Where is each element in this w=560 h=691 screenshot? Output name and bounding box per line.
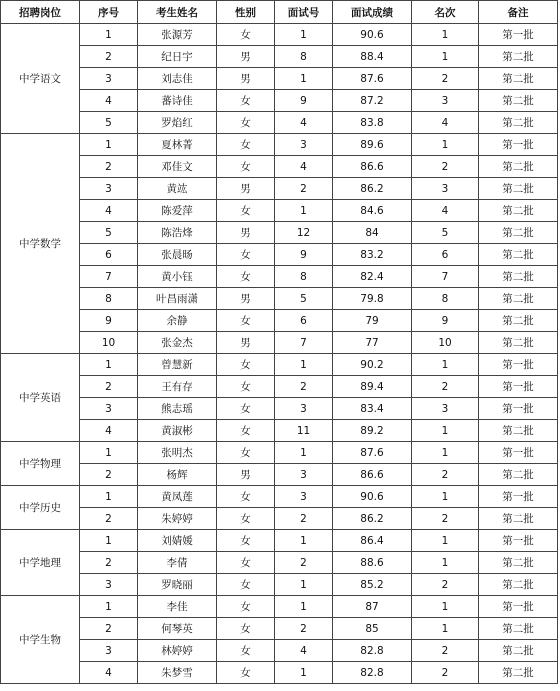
interview-no-cell: 9 [275, 90, 333, 112]
gender-cell: 男 [217, 178, 275, 200]
note-cell: 第二批 [479, 222, 558, 244]
note-cell: 第一批 [479, 596, 558, 618]
note-cell: 第一批 [479, 486, 558, 508]
name-cell: 叶昌雨潇 [138, 288, 217, 310]
name-cell: 刘婧媛 [138, 530, 217, 552]
seq-cell: 1 [80, 596, 138, 618]
score-cell: 86.4 [333, 530, 412, 552]
note-cell: 第二批 [479, 266, 558, 288]
gender-cell: 女 [217, 90, 275, 112]
score-cell: 87.6 [333, 68, 412, 90]
gender-cell: 女 [217, 640, 275, 662]
rank-cell: 6 [412, 244, 479, 266]
header-rank: 名次 [412, 1, 479, 24]
note-cell: 第一批 [479, 530, 558, 552]
seq-cell: 2 [80, 464, 138, 486]
rank-cell: 3 [412, 178, 479, 200]
interview-no-cell: 1 [275, 354, 333, 376]
table-row [1, 508, 558, 530]
table-row [1, 112, 558, 134]
table-row [1, 288, 558, 310]
score-cell: 83.4 [333, 398, 412, 420]
gender-cell: 女 [217, 508, 275, 530]
gender-cell: 女 [217, 134, 275, 156]
note-cell: 第一批 [479, 398, 558, 420]
score-cell: 86.6 [333, 464, 412, 486]
note-cell: 第二批 [479, 574, 558, 596]
header-score: 面试成绩 [333, 1, 412, 24]
score-cell: 90.2 [333, 354, 412, 376]
table-row [1, 156, 558, 178]
table-row [1, 596, 558, 618]
rank-cell: 2 [412, 68, 479, 90]
score-cell: 86.2 [333, 178, 412, 200]
score-cell: 88.4 [333, 46, 412, 68]
score-cell: 83.2 [333, 244, 412, 266]
rank-cell: 4 [412, 112, 479, 134]
interview-no-cell: 2 [275, 508, 333, 530]
seq-cell: 4 [80, 200, 138, 222]
interview-no-cell: 2 [275, 552, 333, 574]
rank-cell: 5 [412, 222, 479, 244]
table-row [1, 486, 558, 508]
table-row [1, 618, 558, 640]
interview-no-cell: 5 [275, 288, 333, 310]
rank-cell: 1 [412, 486, 479, 508]
gender-cell: 女 [217, 530, 275, 552]
interview-no-cell: 1 [275, 662, 333, 684]
table-row [1, 46, 558, 68]
score-cell: 86.6 [333, 156, 412, 178]
name-cell: 黄淑彬 [138, 420, 217, 442]
gender-cell: 女 [217, 200, 275, 222]
seq-cell: 7 [80, 266, 138, 288]
name-cell: 张源芳 [138, 24, 217, 46]
gender-cell: 女 [217, 354, 275, 376]
name-cell: 张金杰 [138, 332, 217, 354]
seq-cell: 1 [80, 24, 138, 46]
table-row [1, 244, 558, 266]
seq-cell: 2 [80, 618, 138, 640]
score-cell: 89.2 [333, 420, 412, 442]
note-cell: 第二批 [479, 244, 558, 266]
rank-cell: 1 [412, 420, 479, 442]
note-cell: 第一批 [479, 442, 558, 464]
score-cell: 89.6 [333, 134, 412, 156]
interview-no-cell: 1 [275, 442, 333, 464]
post-cell: 中学地理 [1, 530, 80, 596]
note-cell: 第二批 [479, 464, 558, 486]
note-cell: 第二批 [479, 640, 558, 662]
note-cell: 第二批 [479, 178, 558, 200]
score-cell: 79.8 [333, 288, 412, 310]
score-cell: 83.8 [333, 112, 412, 134]
rank-cell: 3 [412, 398, 479, 420]
table-row [1, 222, 558, 244]
note-cell: 第二批 [479, 90, 558, 112]
score-cell: 87.2 [333, 90, 412, 112]
interview-no-cell: 3 [275, 486, 333, 508]
note-cell: 第一批 [479, 376, 558, 398]
table-row [1, 266, 558, 288]
name-cell: 朱婷婷 [138, 508, 217, 530]
table-row [1, 552, 558, 574]
score-cell: 90.6 [333, 486, 412, 508]
rank-cell: 10 [412, 332, 479, 354]
name-cell: 黄竑 [138, 178, 217, 200]
table-body [1, 24, 558, 684]
interview-no-cell: 6 [275, 310, 333, 332]
rank-cell: 8 [412, 288, 479, 310]
seq-cell: 1 [80, 530, 138, 552]
interview-no-cell: 11 [275, 420, 333, 442]
header-row [1, 1, 558, 24]
seq-cell: 4 [80, 420, 138, 442]
gender-cell: 女 [217, 442, 275, 464]
post-cell: 中学物理 [1, 442, 80, 486]
gender-cell: 女 [217, 662, 275, 684]
name-cell: 蕃诗佳 [138, 90, 217, 112]
note-cell: 第二批 [479, 156, 558, 178]
name-cell: 张明杰 [138, 442, 217, 464]
seq-cell: 10 [80, 332, 138, 354]
table-row [1, 662, 558, 684]
gender-cell: 女 [217, 398, 275, 420]
note-cell: 第一批 [479, 354, 558, 376]
rank-cell: 1 [412, 530, 479, 552]
score-cell: 90.6 [333, 24, 412, 46]
name-cell: 王有存 [138, 376, 217, 398]
note-cell: 第一批 [479, 24, 558, 46]
name-cell: 黄凤莲 [138, 486, 217, 508]
table-row [1, 442, 558, 464]
gender-cell: 女 [217, 618, 275, 640]
rank-cell: 2 [412, 156, 479, 178]
score-cell: 87 [333, 596, 412, 618]
rank-cell: 1 [412, 552, 479, 574]
rank-cell: 4 [412, 200, 479, 222]
rank-cell: 1 [412, 618, 479, 640]
score-cell: 85.2 [333, 574, 412, 596]
interview-no-cell: 8 [275, 266, 333, 288]
score-cell: 89.4 [333, 376, 412, 398]
table-row [1, 90, 558, 112]
seq-cell: 4 [80, 662, 138, 684]
table-row [1, 398, 558, 420]
rank-cell: 2 [412, 640, 479, 662]
rank-cell: 1 [412, 134, 479, 156]
gender-cell: 男 [217, 464, 275, 486]
rank-cell: 2 [412, 508, 479, 530]
seq-cell: 5 [80, 112, 138, 134]
note-cell: 第二批 [479, 310, 558, 332]
table-row [1, 332, 558, 354]
gender-cell: 女 [217, 266, 275, 288]
name-cell: 邓佳文 [138, 156, 217, 178]
note-cell: 第二批 [479, 200, 558, 222]
interview-no-cell: 9 [275, 244, 333, 266]
score-cell: 86.2 [333, 508, 412, 530]
gender-cell: 男 [217, 222, 275, 244]
name-cell: 何琴英 [138, 618, 217, 640]
seq-cell: 6 [80, 244, 138, 266]
note-cell: 第二批 [479, 508, 558, 530]
interview-no-cell: 1 [275, 530, 333, 552]
note-cell: 第二批 [479, 112, 558, 134]
table-row [1, 420, 558, 442]
score-cell: 84.6 [333, 200, 412, 222]
gender-cell: 女 [217, 552, 275, 574]
seq-cell: 5 [80, 222, 138, 244]
gender-cell: 女 [217, 596, 275, 618]
name-cell: 夏林菁 [138, 134, 217, 156]
seq-cell: 3 [80, 398, 138, 420]
name-cell: 张晨旸 [138, 244, 217, 266]
score-cell: 82.4 [333, 266, 412, 288]
interview-no-cell: 1 [275, 68, 333, 90]
score-cell: 85 [333, 618, 412, 640]
name-cell: 林婷婷 [138, 640, 217, 662]
score-cell: 77 [333, 332, 412, 354]
table-row [1, 134, 558, 156]
interview-no-cell: 2 [275, 178, 333, 200]
interview-no-cell: 1 [275, 200, 333, 222]
interview-no-cell: 8 [275, 46, 333, 68]
post-cell: 中学历史 [1, 486, 80, 530]
seq-cell: 3 [80, 574, 138, 596]
gender-cell: 女 [217, 156, 275, 178]
seq-cell: 2 [80, 376, 138, 398]
note-cell: 第二批 [479, 618, 558, 640]
interview-no-cell: 4 [275, 112, 333, 134]
seq-cell: 2 [80, 156, 138, 178]
rank-cell: 1 [412, 46, 479, 68]
name-cell: 杨辉 [138, 464, 217, 486]
rank-cell: 2 [412, 376, 479, 398]
seq-cell: 3 [80, 68, 138, 90]
score-cell: 82.8 [333, 662, 412, 684]
name-cell: 陈爱萍 [138, 200, 217, 222]
seq-cell: 8 [80, 288, 138, 310]
gender-cell: 女 [217, 244, 275, 266]
rank-cell: 9 [412, 310, 479, 332]
gender-cell: 女 [217, 310, 275, 332]
rank-cell: 1 [412, 596, 479, 618]
table-header [1, 1, 558, 24]
gender-cell: 男 [217, 46, 275, 68]
seq-cell: 1 [80, 442, 138, 464]
note-cell: 第二批 [479, 552, 558, 574]
interview-no-cell: 3 [275, 464, 333, 486]
table-row [1, 464, 558, 486]
gender-cell: 男 [217, 68, 275, 90]
rank-cell: 7 [412, 266, 479, 288]
interview-no-cell: 3 [275, 134, 333, 156]
header-post: 招聘岗位 [1, 1, 80, 24]
header-seq: 序号 [80, 1, 138, 24]
name-cell: 罗晓丽 [138, 574, 217, 596]
interview-no-cell: 1 [275, 574, 333, 596]
rank-cell: 3 [412, 90, 479, 112]
gender-cell: 女 [217, 24, 275, 46]
seq-cell: 1 [80, 486, 138, 508]
note-cell: 第二批 [479, 662, 558, 684]
gender-cell: 女 [217, 574, 275, 596]
name-cell: 熊志瑶 [138, 398, 217, 420]
interview-no-cell: 3 [275, 398, 333, 420]
seq-cell: 1 [80, 134, 138, 156]
gender-cell: 女 [217, 112, 275, 134]
name-cell: 刘志佳 [138, 68, 217, 90]
rank-cell: 1 [412, 24, 479, 46]
seq-cell: 3 [80, 640, 138, 662]
gender-cell: 男 [217, 332, 275, 354]
seq-cell: 1 [80, 354, 138, 376]
interview-no-cell: 1 [275, 596, 333, 618]
name-cell: 李佳 [138, 596, 217, 618]
name-cell: 李倩 [138, 552, 217, 574]
name-cell: 余静 [138, 310, 217, 332]
table-row [1, 24, 558, 46]
header-gender: 性别 [217, 1, 275, 24]
gender-cell: 男 [217, 288, 275, 310]
seq-cell: 2 [80, 46, 138, 68]
gender-cell: 女 [217, 486, 275, 508]
post-cell: 中学数学 [1, 134, 80, 354]
post-cell: 中学英语 [1, 354, 80, 442]
score-cell: 82.8 [333, 640, 412, 662]
table-row [1, 178, 558, 200]
note-cell: 第二批 [479, 420, 558, 442]
seq-cell: 9 [80, 310, 138, 332]
note-cell: 第二批 [479, 46, 558, 68]
name-cell: 曾慧新 [138, 354, 217, 376]
rank-cell: 1 [412, 354, 479, 376]
seq-cell: 3 [80, 178, 138, 200]
name-cell: 纪日宇 [138, 46, 217, 68]
score-cell: 84 [333, 222, 412, 244]
seq-cell: 2 [80, 508, 138, 530]
name-cell: 罗焰红 [138, 112, 217, 134]
rank-cell: 1 [412, 442, 479, 464]
gender-cell: 女 [217, 376, 275, 398]
score-cell: 79 [333, 310, 412, 332]
table-row [1, 640, 558, 662]
name-cell: 黄小钰 [138, 266, 217, 288]
interview-no-cell: 12 [275, 222, 333, 244]
table-row [1, 354, 558, 376]
header-name: 考生姓名 [138, 1, 217, 24]
post-cell: 中学生物 [1, 596, 80, 684]
header-interview-no: 面试号 [275, 1, 333, 24]
rank-cell: 2 [412, 464, 479, 486]
header-note: 备注 [479, 1, 558, 24]
score-cell: 88.6 [333, 552, 412, 574]
interview-no-cell: 4 [275, 640, 333, 662]
table-row [1, 200, 558, 222]
seq-cell: 2 [80, 552, 138, 574]
name-cell: 陈浩烽 [138, 222, 217, 244]
post-cell: 中学语文 [1, 24, 80, 134]
interview-no-cell: 1 [275, 24, 333, 46]
table-row [1, 310, 558, 332]
interview-no-cell: 2 [275, 376, 333, 398]
table-row [1, 574, 558, 596]
table-row [1, 68, 558, 90]
table-row [1, 376, 558, 398]
rank-cell: 2 [412, 574, 479, 596]
note-cell: 第二批 [479, 288, 558, 310]
gender-cell: 女 [217, 420, 275, 442]
interview-no-cell: 4 [275, 156, 333, 178]
score-cell: 87.6 [333, 442, 412, 464]
name-cell: 朱梦雪 [138, 662, 217, 684]
note-cell: 第二批 [479, 68, 558, 90]
interview-no-cell: 7 [275, 332, 333, 354]
seq-cell: 4 [80, 90, 138, 112]
note-cell: 第一批 [479, 134, 558, 156]
note-cell: 第二批 [479, 332, 558, 354]
table-row [1, 530, 558, 552]
interview-no-cell: 2 [275, 618, 333, 640]
rank-cell: 2 [412, 662, 479, 684]
